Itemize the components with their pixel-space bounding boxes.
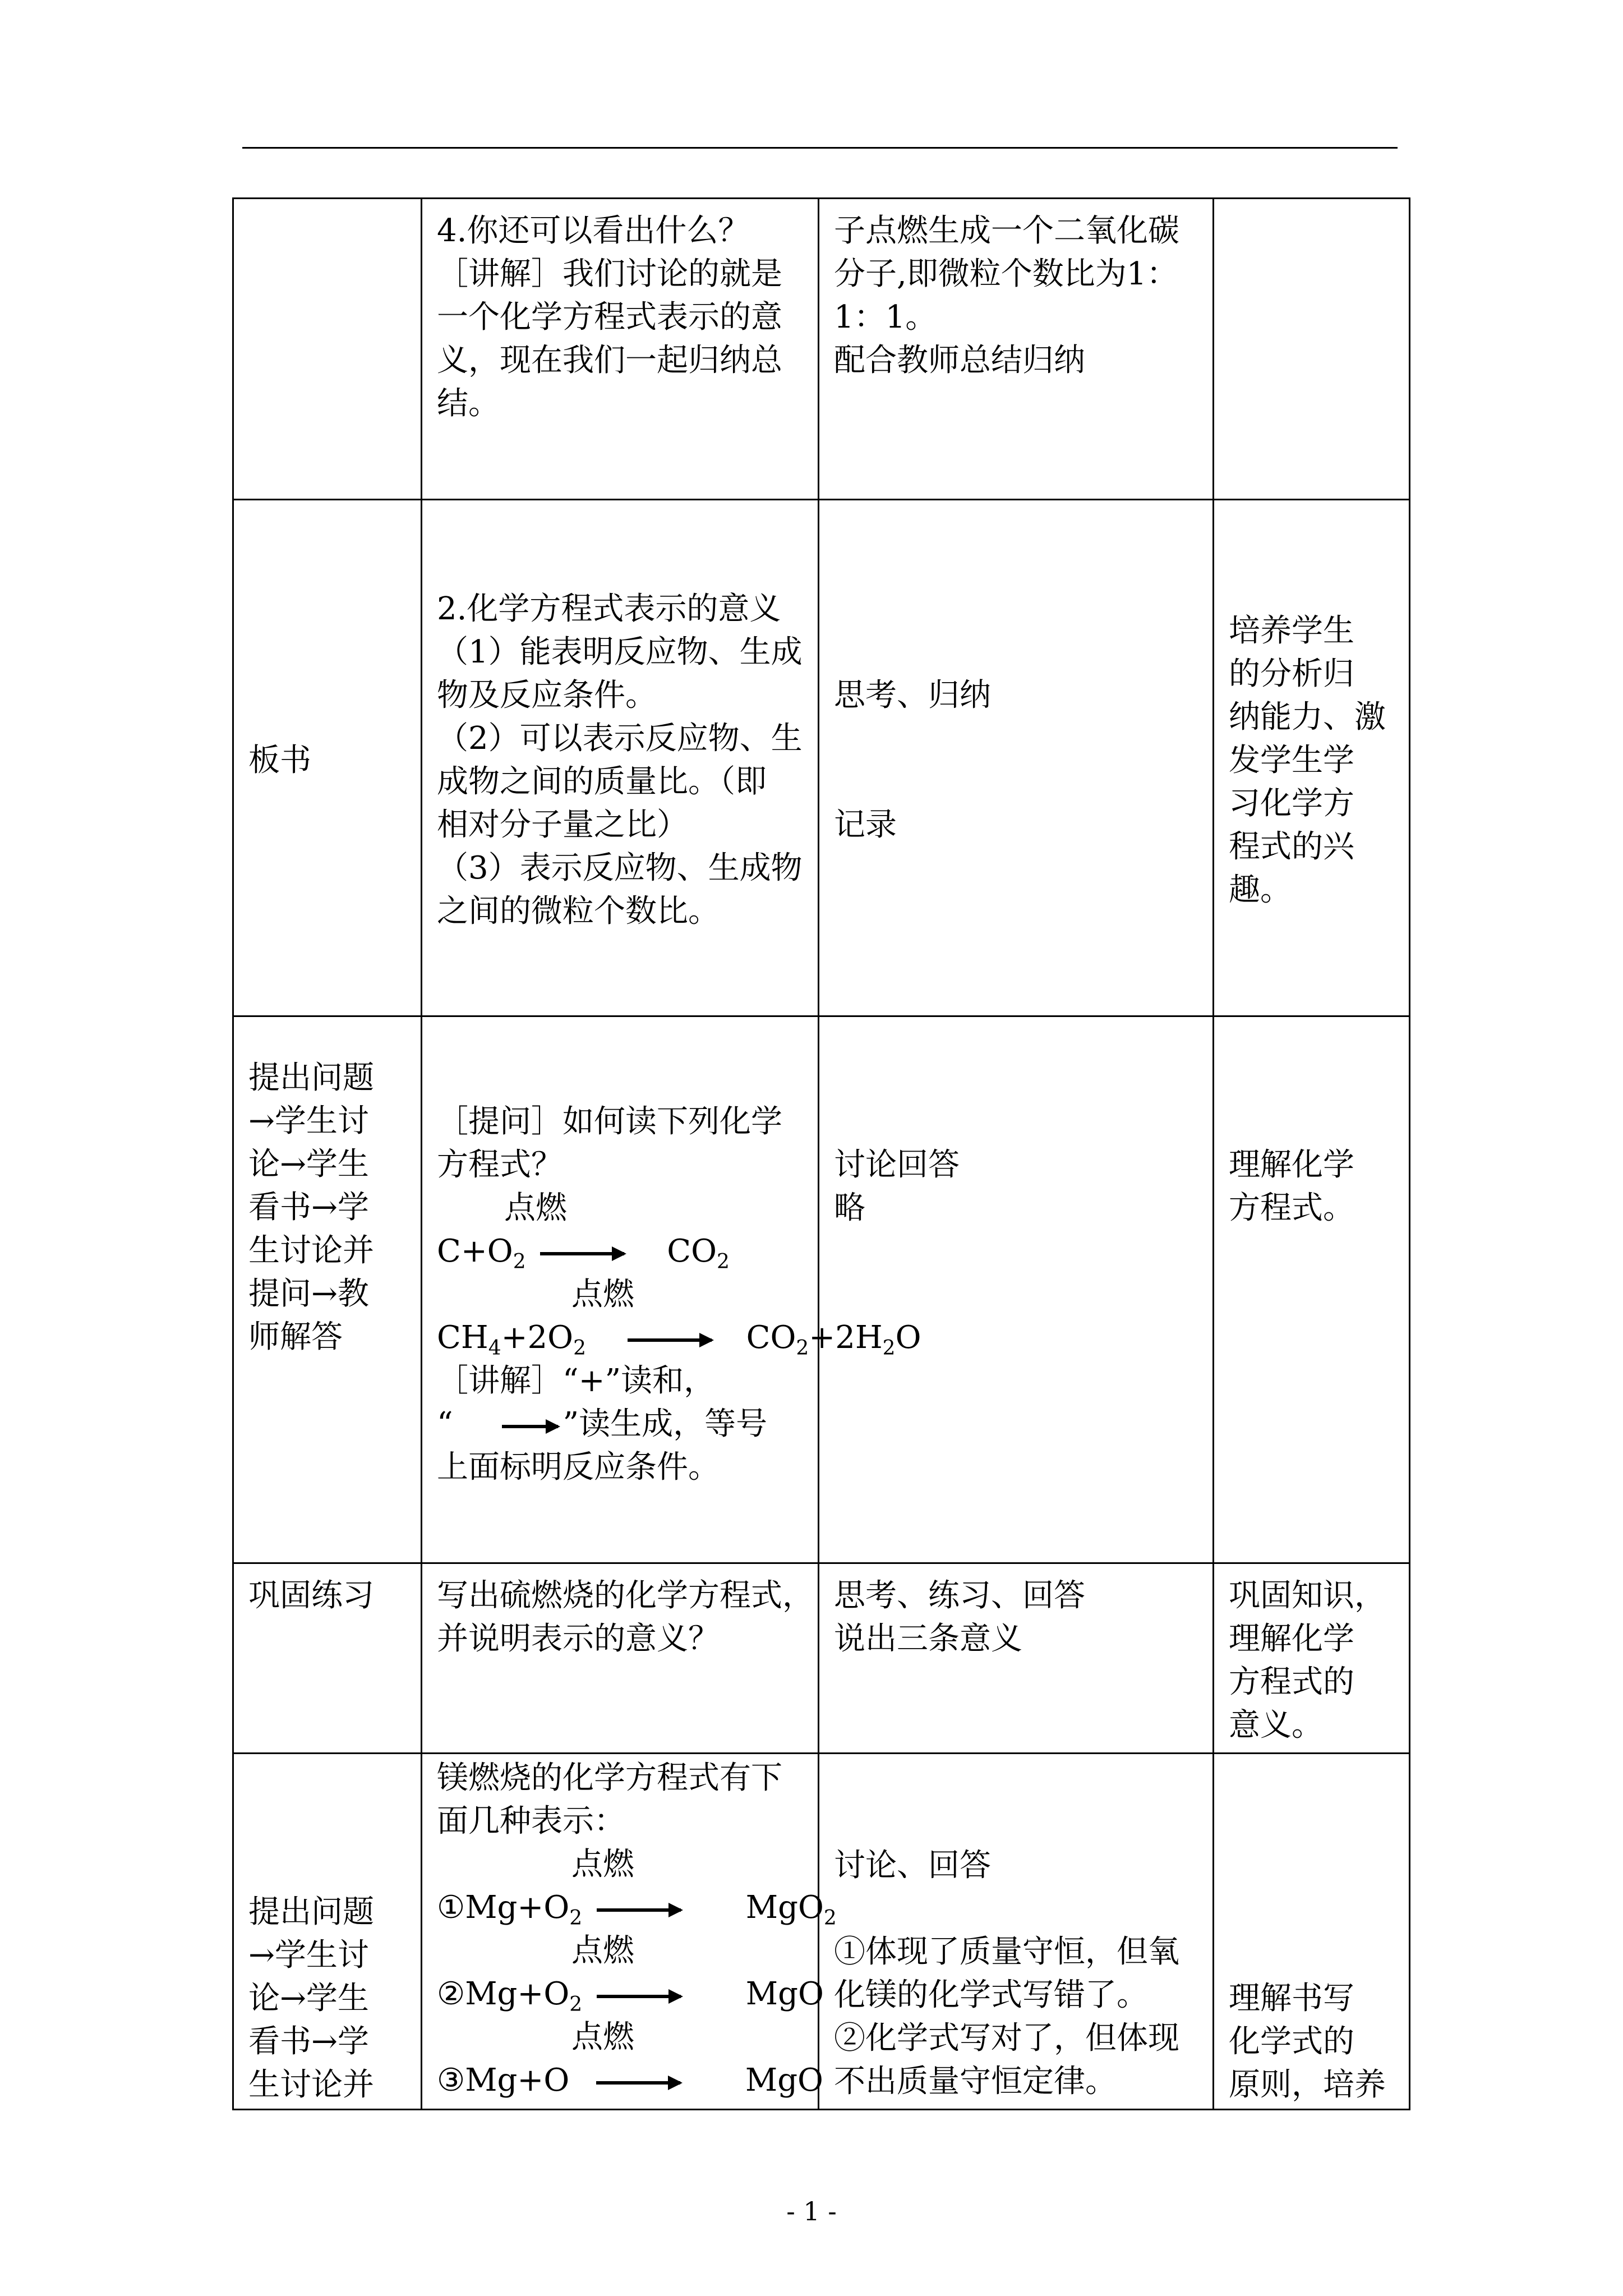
cell-student-activity [819,1563,1214,1754]
reaction-arrow-icon [628,1338,712,1342]
text-line: 子点燃生成一个二氧化碳 [834,213,1179,249]
text-line: ②化学式写对了，但体现 [834,2020,1179,2056]
text-line: 一个化学方程式表示的意 [437,299,782,335]
text-line: 2.化学方程式表示的意义 [437,591,781,627]
reaction-arrow-icon [596,2081,680,2085]
text-line: 化镁的化学式写错了。 [834,1977,1148,2013]
chemical-equation [437,2059,823,2102]
text-line: 上面标明反应条件。 [437,1449,720,1485]
text-line: 论→学生 [248,1980,369,2017]
products: MgO [745,2062,823,2099]
chemical-equation [437,1972,824,2017]
table-row [233,500,1410,1016]
text-line: 趣。 [1229,871,1292,908]
reactants: CH [437,1319,488,1356]
products: CO [746,1319,796,1356]
reaction-condition: 点燃 [571,1932,634,1969]
text-line: 说出三条意义 [834,1621,1022,1657]
text-line: 方程式。 [1229,1190,1354,1226]
text-line: 记录 [834,807,897,843]
text-line: 提问→教 [248,1276,369,1312]
reaction-arrow-icon [540,1252,624,1255]
text-line: 讨论回答 [834,1147,960,1183]
page-number: - 1 - [786,2196,837,2226]
chemical-equation [437,1316,921,1360]
products: +2H [809,1319,883,1356]
subscript: 4 [488,1337,501,1360]
reaction-arrow-icon [597,1908,681,1912]
subscript: 2 [569,1907,583,1930]
reaction-condition: 点燃 [571,2019,634,2055]
subscript: 2 [716,1250,730,1274]
header-rule [242,147,1398,149]
text-line: ［提问］如何读下列化学 [437,1103,782,1140]
text-line: 培养学生 [1229,612,1354,649]
cell-step [233,1754,422,2110]
text-line: 的分析归 [1229,655,1354,692]
text-line: 不出质量守恒定律。 [834,2063,1117,2100]
text-line: 看书→学 [248,1189,369,1226]
text-line: （3）表示反应物、生成物 [437,850,803,886]
text-line: →学生讨 [248,1937,369,1973]
text-line: 略 [834,1190,865,1226]
cell-step [233,1016,422,1563]
reactants: ②Mg+O [437,1976,570,2012]
table-row [233,199,1410,500]
reaction-arrow-icon [597,1995,681,1998]
cell-teacher-activity [422,1563,819,1754]
cell-student-activity [819,199,1214,500]
reactants: ③Mg+O [437,2062,570,2099]
text-line: 配合教师总结归纳 [834,342,1085,379]
chemical-equation [437,1230,804,1273]
subscript: 2 [823,1907,837,1930]
text-line: 之间的微粒个数比。 [437,893,720,930]
cell-student-activity [819,1016,1214,1563]
cell-step [233,199,422,500]
cell-student-activity [819,1754,1214,2110]
text-line: 并说明表示的意义？ [437,1621,720,1657]
cell-student-activity [819,500,1214,1016]
subscript: 2 [882,1337,896,1360]
text-line: 提出问题 [248,1060,374,1096]
cell-design-intent [1214,1754,1410,2110]
text-line: ［讲解］“+”读和， [437,1363,716,1399]
text-line: 巩固知识， [1229,1577,1386,1614]
text-line: 成物之间的质量比。（即 [437,763,767,800]
products: MgO [745,1889,824,1926]
text-line: 理解书写 [1229,1980,1354,2017]
text-line: 习化学方 [1229,785,1354,822]
cell-step [233,500,422,1016]
text-line: 思考、归纳 [834,677,991,714]
products: O [895,1319,921,1356]
text-line: 化学式的 [1229,2023,1354,2060]
text-line: 生讨论并 [248,1232,374,1269]
text-line: 理解化学 [1229,1621,1354,1657]
chemical-equation [437,1886,837,1930]
text-line: 写出硫燃烧的化学方程式， [437,1577,814,1614]
table-row [233,1754,1410,2110]
text-line: ①体现了质量守恒，但氧 [834,1934,1179,1970]
text-line: 纳能力、激 [1229,698,1386,735]
text-line: 板书 [248,742,311,779]
text-line: 提出问题 [248,1894,374,1930]
text-line: 1：1。 [834,299,937,335]
reactants: +2O [501,1319,574,1356]
text-line: 看书→学 [248,2023,369,2060]
table-row [233,1016,1410,1563]
text-line: 思考、练习、回答 [834,1577,1085,1614]
reaction-arrow-icon [502,1425,558,1428]
text-line: 义，现在我们一起归纳总 [437,342,782,379]
cell-design-intent [1214,199,1410,500]
lesson-table [232,197,1410,2110]
subscript: 2 [796,1337,809,1360]
text-line: 4.你还可以看出什么？ [437,213,750,249]
products: MgO [745,1976,824,2012]
text-line: 理解化学 [1229,1147,1354,1183]
text-line [437,1402,804,1446]
text-line: →学生讨 [248,1103,369,1139]
text-line: （2）可以表示反应物、生 [437,720,803,757]
reaction-condition: 点燃 [504,1190,567,1226]
reaction-condition: 点燃 [571,1276,634,1313]
cell-teacher-activity [422,199,819,500]
cell-design-intent [1214,1016,1410,1563]
text-line: 镁燃烧的化学方程式有下 [437,1760,782,1796]
text-line: 相对分子量之比） [437,807,688,843]
products: CO [667,1233,717,1269]
text-line: 论→学生 [248,1146,369,1182]
text-fragment: ”读生成，等号 [562,1406,768,1442]
text-line: 物及反应条件。 [437,677,657,714]
text-line: 发学生学 [1229,742,1354,779]
text-line: 分子,即微粒个数比为1： [834,256,1178,292]
subscript: 2 [569,1993,583,2017]
text-line: 程式的兴 [1229,828,1354,865]
reactants: C+O [437,1233,513,1269]
reaction-condition: 点燃 [571,1846,634,1883]
text-line: 原则，培养 [1229,2067,1386,2103]
reactants: ①Mg+O [437,1889,570,1926]
text-line: ［讲解］我们讨论的就是 [437,256,782,292]
cell-teacher-activity [422,1754,837,2110]
text-line: 生讨论并 [248,2067,374,2103]
text-line: 巩固练习 [248,1577,374,1614]
cell-teacher-activity [422,500,819,1016]
text-line: 意义。 [1229,1707,1323,1743]
cell-step [233,1563,422,1754]
table-row [233,1563,1410,1754]
subscript: 2 [573,1337,586,1360]
quote-mark: “ [437,1406,453,1442]
text-line: 方程式的 [1229,1664,1354,1700]
cell-design-intent [1214,1563,1410,1754]
text-line: 师解答 [248,1319,343,1355]
text-line: 结。 [437,385,500,422]
text-line: （1）能表明反应物、生成 [437,634,803,670]
text-line: 方程式？ [437,1147,562,1183]
subscript: 2 [513,1250,526,1274]
cell-design-intent [1214,500,1410,1016]
text-line: 面几种表示： [437,1803,625,1839]
text-line: 讨论、回答 [834,1847,991,1884]
